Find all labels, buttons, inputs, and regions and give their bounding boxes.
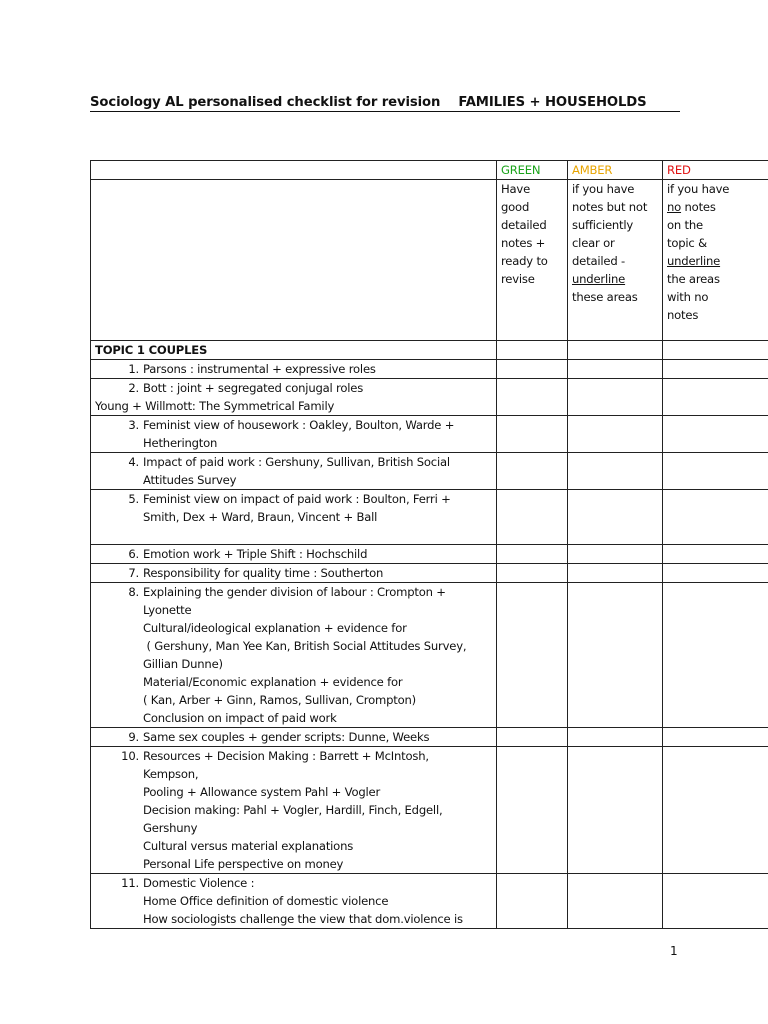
- table-row: [91, 583, 768, 728]
- green-checkbox-cell[interactable]: [497, 360, 568, 379]
- checklist-item: 2. Bott : joint + segregated conjugal roles Young + Willmott: The Symmetrical Family: [91, 379, 497, 416]
- table-row: [91, 379, 768, 416]
- green-checkbox-cell[interactable]: [497, 583, 568, 728]
- red-checkbox-cell[interactable]: [663, 453, 768, 490]
- red-checkbox-cell[interactable]: [663, 360, 768, 379]
- table-row: [91, 747, 768, 874]
- amber-checkbox-cell[interactable]: [568, 874, 663, 929]
- green-checkbox-cell[interactable]: [497, 728, 568, 747]
- red-checkbox-cell[interactable]: [663, 874, 768, 929]
- green-checkbox-cell[interactable]: [497, 490, 568, 545]
- document-title: [90, 95, 680, 112]
- red-description: if you have no notes on the topic & underline the areas with no notes: [663, 180, 768, 341]
- table-row: [91, 490, 768, 545]
- amber-checkbox-cell[interactable]: [568, 490, 663, 545]
- red-checkbox-cell[interactable]: [663, 490, 768, 545]
- checklist-item: 3. Feminist view of housework : Oakley, Boulton, Warde + Hetherington: [91, 416, 497, 453]
- green-description: Have good detailed notes + ready to revise: [497, 180, 568, 341]
- blank-header-cell: [91, 161, 497, 180]
- checklist-item: 5. Feminist view on impact of paid work : Boulton, Ferri + Smith, Dex + Ward, Braun, Vincent + Ball: [91, 490, 497, 545]
- legend-description-row: [91, 180, 768, 341]
- table-row: [91, 564, 768, 583]
- green-checkbox-cell[interactable]: [497, 416, 568, 453]
- checklist-item: 7. Responsibility for quality time : Southerton: [91, 564, 497, 583]
- checklist-item: 11. Domestic Violence : Home Office definition of domestic violence How sociologists challenge the view that dom.violence is: [91, 874, 497, 929]
- amber-header: AMBER: [568, 161, 663, 180]
- topic-heading-row: [91, 341, 768, 360]
- revision-checklist-table: [90, 160, 768, 929]
- table-row: [91, 360, 768, 379]
- checklist-item: 4. Impact of paid work : Gershuny, Sullivan, British Social Attitudes Survey: [91, 453, 497, 490]
- red-checkbox-cell[interactable]: [663, 728, 768, 747]
- red-checkbox-cell[interactable]: [663, 564, 768, 583]
- legend-header-row: [91, 161, 768, 180]
- amber-checkbox-cell[interactable]: [568, 360, 663, 379]
- amber-checkbox-cell[interactable]: [568, 747, 663, 874]
- amber-checkbox-cell[interactable]: [568, 341, 663, 360]
- table-row: [91, 874, 768, 929]
- green-checkbox-cell[interactable]: [497, 564, 568, 583]
- green-checkbox-cell[interactable]: [497, 545, 568, 564]
- red-checkbox-cell[interactable]: [663, 341, 768, 360]
- amber-checkbox-cell[interactable]: [568, 379, 663, 416]
- amber-checkbox-cell[interactable]: [568, 564, 663, 583]
- title-topic: FAMILIES + HOUSEHOLDS: [458, 95, 647, 110]
- checklist-item: 10. Resources + Decision Making : Barrett + McIntosh, Kempson, Pooling + Allowance system Pahl + Vogler Decision making: Pahl + Vogler, Hardill, Finch, Edgell, Gershuny Cultural versus material explanations Personal Life perspective on money: [91, 747, 497, 874]
- checklist-item: 6. Emotion work + Triple Shift : Hochschild: [91, 545, 497, 564]
- green-checkbox-cell[interactable]: [497, 453, 568, 490]
- green-checkbox-cell[interactable]: [497, 874, 568, 929]
- green-checkbox-cell[interactable]: [497, 747, 568, 874]
- red-checkbox-cell[interactable]: [663, 545, 768, 564]
- amber-checkbox-cell[interactable]: [568, 416, 663, 453]
- amber-checkbox-cell[interactable]: [568, 583, 663, 728]
- green-checkbox-cell[interactable]: [497, 379, 568, 416]
- table-row: [91, 453, 768, 490]
- table-row: [91, 416, 768, 453]
- red-checkbox-cell[interactable]: [663, 583, 768, 728]
- title-main: Sociology AL personalised checklist for revision: [90, 95, 441, 110]
- amber-checkbox-cell[interactable]: [568, 545, 663, 564]
- red-checkbox-cell[interactable]: [663, 379, 768, 416]
- green-checkbox-cell[interactable]: [497, 341, 568, 360]
- amber-checkbox-cell[interactable]: [568, 453, 663, 490]
- table-row: [91, 545, 768, 564]
- checklist-item: 1. Parsons : instrumental + expressive roles: [91, 360, 497, 379]
- blank-description-cell: [91, 180, 497, 341]
- red-checkbox-cell[interactable]: [663, 416, 768, 453]
- amber-checkbox-cell[interactable]: [568, 728, 663, 747]
- red-checkbox-cell[interactable]: [663, 747, 768, 874]
- checklist-item: 8. Explaining the gender division of labour : Crompton + Lyonette Cultural/ideological explanation + evidence for ( Gershuny, Man Yee Kan, British Social Attitudes Survey, Gillian Dunne) Material/Economic explanation + evidence for ( Kan, Arber + Ginn, Ramos, Sullivan, Crompton) Conclusion on impact of paid work: [91, 583, 497, 728]
- checklist-item: 9. Same sex couples + gender scripts: Dunne, Weeks: [91, 728, 497, 747]
- table-row: [91, 728, 768, 747]
- topic-heading: TOPIC 1 COUPLES: [91, 341, 497, 360]
- red-header: RED: [663, 161, 768, 180]
- page-number: 1: [670, 944, 678, 958]
- green-header: GREEN: [497, 161, 568, 180]
- amber-description: if you have notes but not sufficiently clear or detailed - underline these areas: [568, 180, 663, 341]
